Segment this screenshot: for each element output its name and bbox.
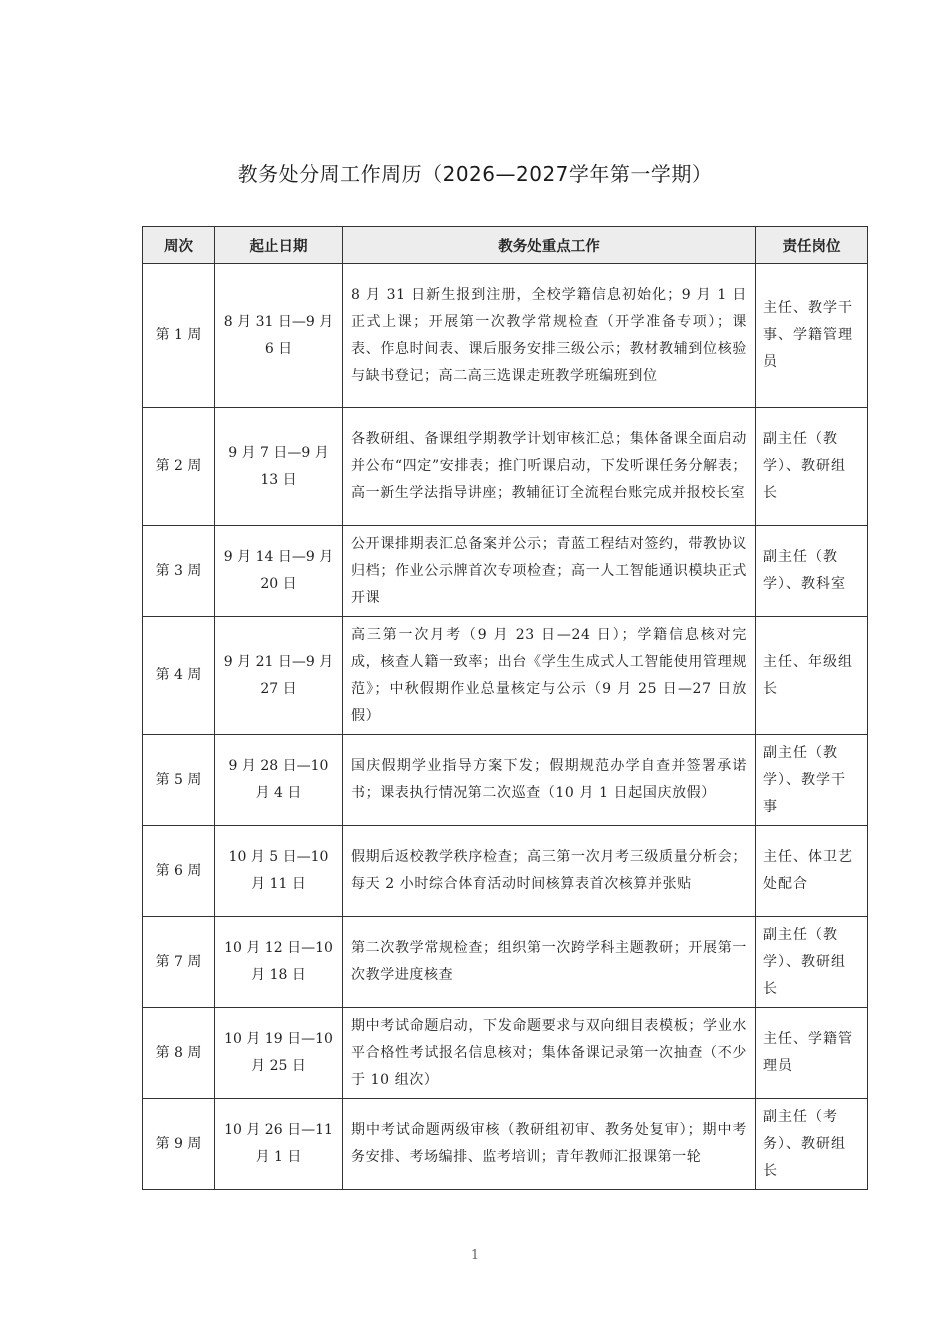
dates-cell: 9 月 14 日—9 月 20 日	[215, 526, 343, 617]
table-header-row	[143, 227, 868, 264]
week-cell: 第 2 周	[143, 408, 215, 526]
role-cell: 主任、体卫艺处配合	[756, 826, 868, 917]
weekly-schedule-table	[142, 226, 868, 1190]
role-cell: 副主任（教学）、教研组长	[756, 408, 868, 526]
work-cell: 8 月 31 日新生报到注册，全校学籍信息初始化；9 月 1 日正式上课；开展第一次教学常规检查（开学准备专项）；课表、作息时间表、课后服务安排三级公示；教材教辅到位核验与缺书登记；高二高三选课走班教学班编班到位	[343, 264, 756, 408]
week-cell: 第 4 周	[143, 617, 215, 735]
table-row	[143, 264, 868, 408]
work-cell: 高三第一次月考（9 月 23 日—24 日）；学籍信息核对完成，核查人籍一致率；出台《学生生成式人工智能使用管理规范》；中秋假期作业总量核定与公示（9 月 25 日—27 日放假）	[343, 617, 756, 735]
role-cell: 副主任（教学）、教研组长	[756, 917, 868, 1008]
role-cell: 副主任（教学）、教学干事	[756, 735, 868, 826]
role-cell: 主任、学籍管理员	[756, 1008, 868, 1099]
week-cell: 第 9 周	[143, 1099, 215, 1190]
table-row	[143, 1008, 868, 1099]
dates-cell: 10 月 19 日—10 月 25 日	[215, 1008, 343, 1099]
week-cell: 第 3 周	[143, 526, 215, 617]
week-cell: 第 8 周	[143, 1008, 215, 1099]
dates-cell: 10 月 12 日—10 月 18 日	[215, 917, 343, 1008]
table-row	[143, 826, 868, 917]
role-cell: 主任、年级组长	[756, 617, 868, 735]
dates-cell: 9 月 21 日—9 月 27 日	[215, 617, 343, 735]
week-cell: 第 1 周	[143, 264, 215, 408]
dates-cell: 10 月 5 日—10 月 11 日	[215, 826, 343, 917]
work-cell: 期中考试命题两级审核（教研组初审、教务处复审）；期中考务安排、考场编排、监考培训；青年教师汇报课第一轮	[343, 1099, 756, 1190]
week-cell: 第 7 周	[143, 917, 215, 1008]
header-dates: 起止日期	[215, 227, 343, 264]
work-cell: 公开课排期表汇总备案并公示；青蓝工程结对签约，带教协议归档；作业公示牌首次专项检查；高一人工智能通识模块正式开课	[343, 526, 756, 617]
dates-cell: 9 月 28 日—10 月 4 日	[215, 735, 343, 826]
work-cell: 假期后返校教学秩序检查；高三第一次月考三级质量分析会；每天 2 小时综合体育活动时间核算表首次核算并张贴	[343, 826, 756, 917]
role-cell: 副主任（教学）、教科室	[756, 526, 868, 617]
table-row	[143, 735, 868, 826]
dates-cell: 10 月 26 日—11 月 1 日	[215, 1099, 343, 1190]
work-cell: 第二次教学常规检查；组织第一次跨学科主题教研；开展第一次教学进度核查	[343, 917, 756, 1008]
role-cell: 副主任（考务）、教研组长	[756, 1099, 868, 1190]
week-cell: 第 5 周	[143, 735, 215, 826]
page-number: 1	[470, 1248, 480, 1263]
role-cell: 主任、教学干事、学籍管理员	[756, 264, 868, 408]
work-cell: 期中考试命题启动，下发命题要求与双向细目表模板；学业水平合格性考试报名信息核对；集体备课记录第一次抽查（不少于 10 组次）	[343, 1008, 756, 1099]
dates-cell: 9 月 7 日—9 月 13 日	[215, 408, 343, 526]
table-row	[143, 617, 868, 735]
week-cell: 第 6 周	[143, 826, 215, 917]
table-row	[143, 917, 868, 1008]
work-cell: 各教研组、备课组学期教学计划审核汇总；集体备课全面启动并公布“四定”安排表；推门听课启动，下发听课任务分解表；高一新生学法指导讲座；教辅征订全流程台账完成并报校长室	[343, 408, 756, 526]
header-week: 周次	[143, 227, 215, 264]
page-title: 教务处分周工作周历（2026—2027学年第一学期）	[237, 162, 713, 186]
header-role: 责任岗位	[756, 227, 868, 264]
table-row	[143, 408, 868, 526]
table-row	[143, 526, 868, 617]
table-row	[143, 1099, 868, 1190]
dates-cell: 8 月 31 日—9 月 6 日	[215, 264, 343, 408]
work-cell: 国庆假期学业指导方案下发；假期规范办学自查并签署承诺书；课表执行情况第二次巡查（10 月 1 日起国庆放假）	[343, 735, 756, 826]
header-work: 教务处重点工作	[343, 227, 756, 264]
